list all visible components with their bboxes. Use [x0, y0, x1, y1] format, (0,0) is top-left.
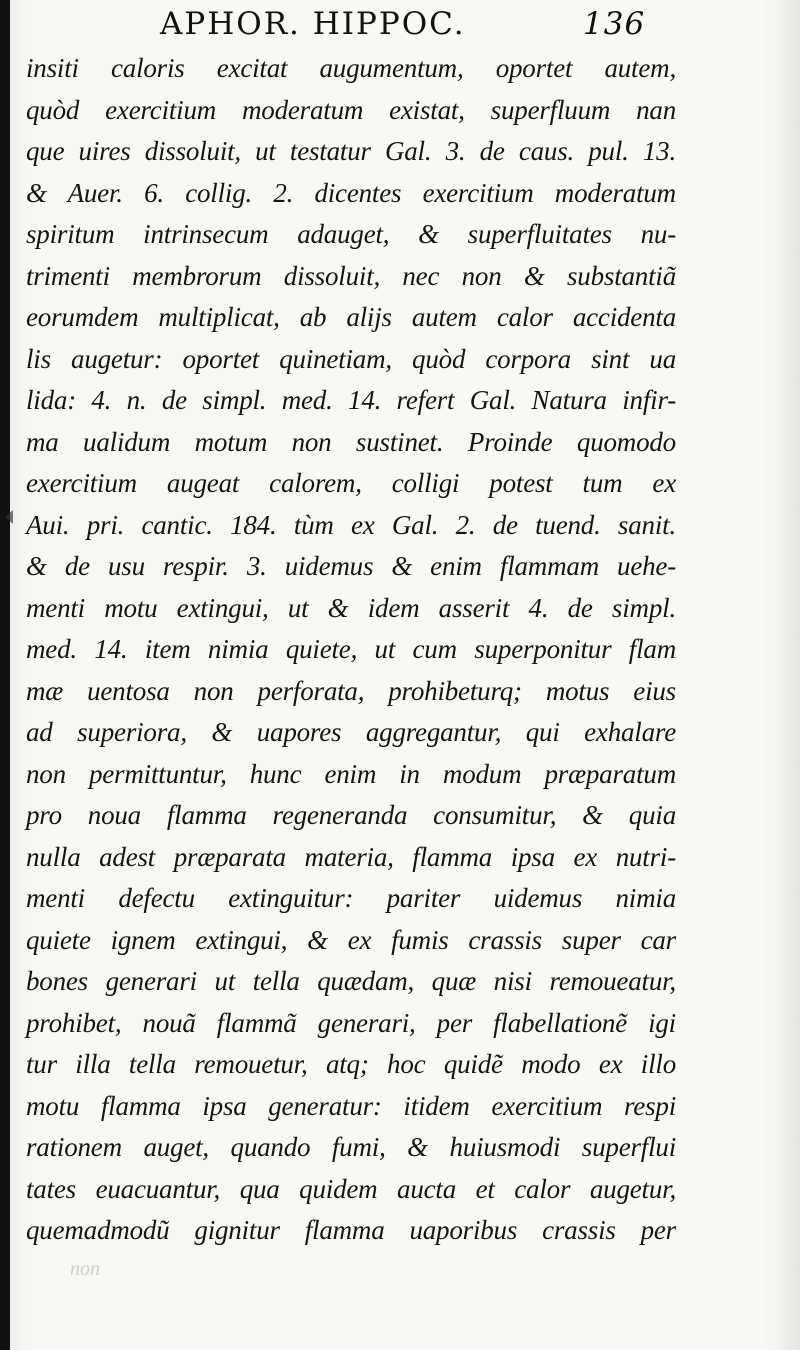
text-line: spiritum intrinsecum adauget, & superfluitates nu- — [26, 219, 676, 249]
text-line: motu flamma ipsa generatur: itidem exercitium respi — [26, 1090, 676, 1121]
text-line: trimenti membrorum dissoluit, nec non & substantiã — [26, 260, 676, 291]
text-line: quòd exercitium moderatum existat, superfluum nan — [26, 94, 676, 125]
show-through-catchword: non — [70, 1258, 100, 1280]
text-line: tur illa tella remouetur, atq; hoc quidẽ modo ex illo — [26, 1049, 676, 1079]
page-edge-shadow — [778, 0, 800, 1350]
text-line: menti defectu extinguitur: pariter uidemus nimia — [26, 883, 676, 913]
text-line: & de usu respir. 3. uidemus & enim flammam uehe- — [26, 551, 676, 581]
page-header — [0, 4, 800, 48]
text-line: insiti caloris excitat augumentum, oportet autem, — [26, 53, 676, 83]
page-number: 136 — [583, 6, 646, 42]
running-head: APHOR. HIPPOC. — [160, 6, 466, 42]
text-line: ad superiora, & uapores aggregantur, qui exhalare — [26, 717, 676, 747]
text-line: lis augetur: oportet quinetiam, quòd corpora sint ua — [26, 343, 676, 374]
text-line: non permittuntur, hunc enim in modum præparatum — [26, 758, 676, 789]
text-line: quiete ignem extingui, & ex fumis crassis super car — [26, 924, 676, 955]
text-line: tates euacuantur, qua quidem aucta et calor augetur, — [26, 1173, 676, 1204]
page-gutter-shadow — [0, 0, 10, 1350]
text-line: eorumdem multiplicat, ab alijs autem calor accidenta — [26, 302, 676, 332]
text-line: exercitium augeat calorem, colligi potest tum ex — [26, 468, 676, 498]
text-line: mæ uentosa non perforata, prohibeturq; motus eius — [26, 675, 676, 706]
text-line: ma ualidum motum non sustinet. Proinde quomodo — [26, 426, 676, 457]
text-line: & Auer. 6. collig. 2. dicentes exercitium moderatum — [26, 177, 676, 208]
text-line: bones generari ut tella quædam, quæ nisi remoueatur, — [26, 966, 676, 996]
body-text — [26, 48, 676, 1252]
text-line: quemadmodũ gignitur flamma uaporibus crassis per — [26, 1215, 676, 1245]
text-line: prohibet, nouã flammã generari, per flabellationẽ igi — [26, 1007, 676, 1038]
text-line: nulla adest præparata materia, flamma ipsa ex nutri- — [26, 841, 676, 872]
text-line: med. 14. item nimia quiete, ut cum superponitur flam — [26, 634, 676, 664]
text-line: Aui. pri. cantic. 184. tùm ex Gal. 2. de tuend. sanit. — [26, 509, 676, 540]
text-line: rationem auget, quando fumi, & huiusmodi superflui — [26, 1132, 676, 1162]
text-line: que uires dissoluit, ut testatur Gal. 3. de caus. pul. 13. — [26, 136, 676, 166]
text-line: menti motu extingui, ut & idem asserit 4. de simpl. — [26, 592, 676, 623]
text-line: lida: 4. n. de simpl. med. 14. refert Gal. Natura infir- — [26, 385, 676, 415]
text-line: pro noua flamma regeneranda consumitur, & quia — [26, 800, 676, 830]
